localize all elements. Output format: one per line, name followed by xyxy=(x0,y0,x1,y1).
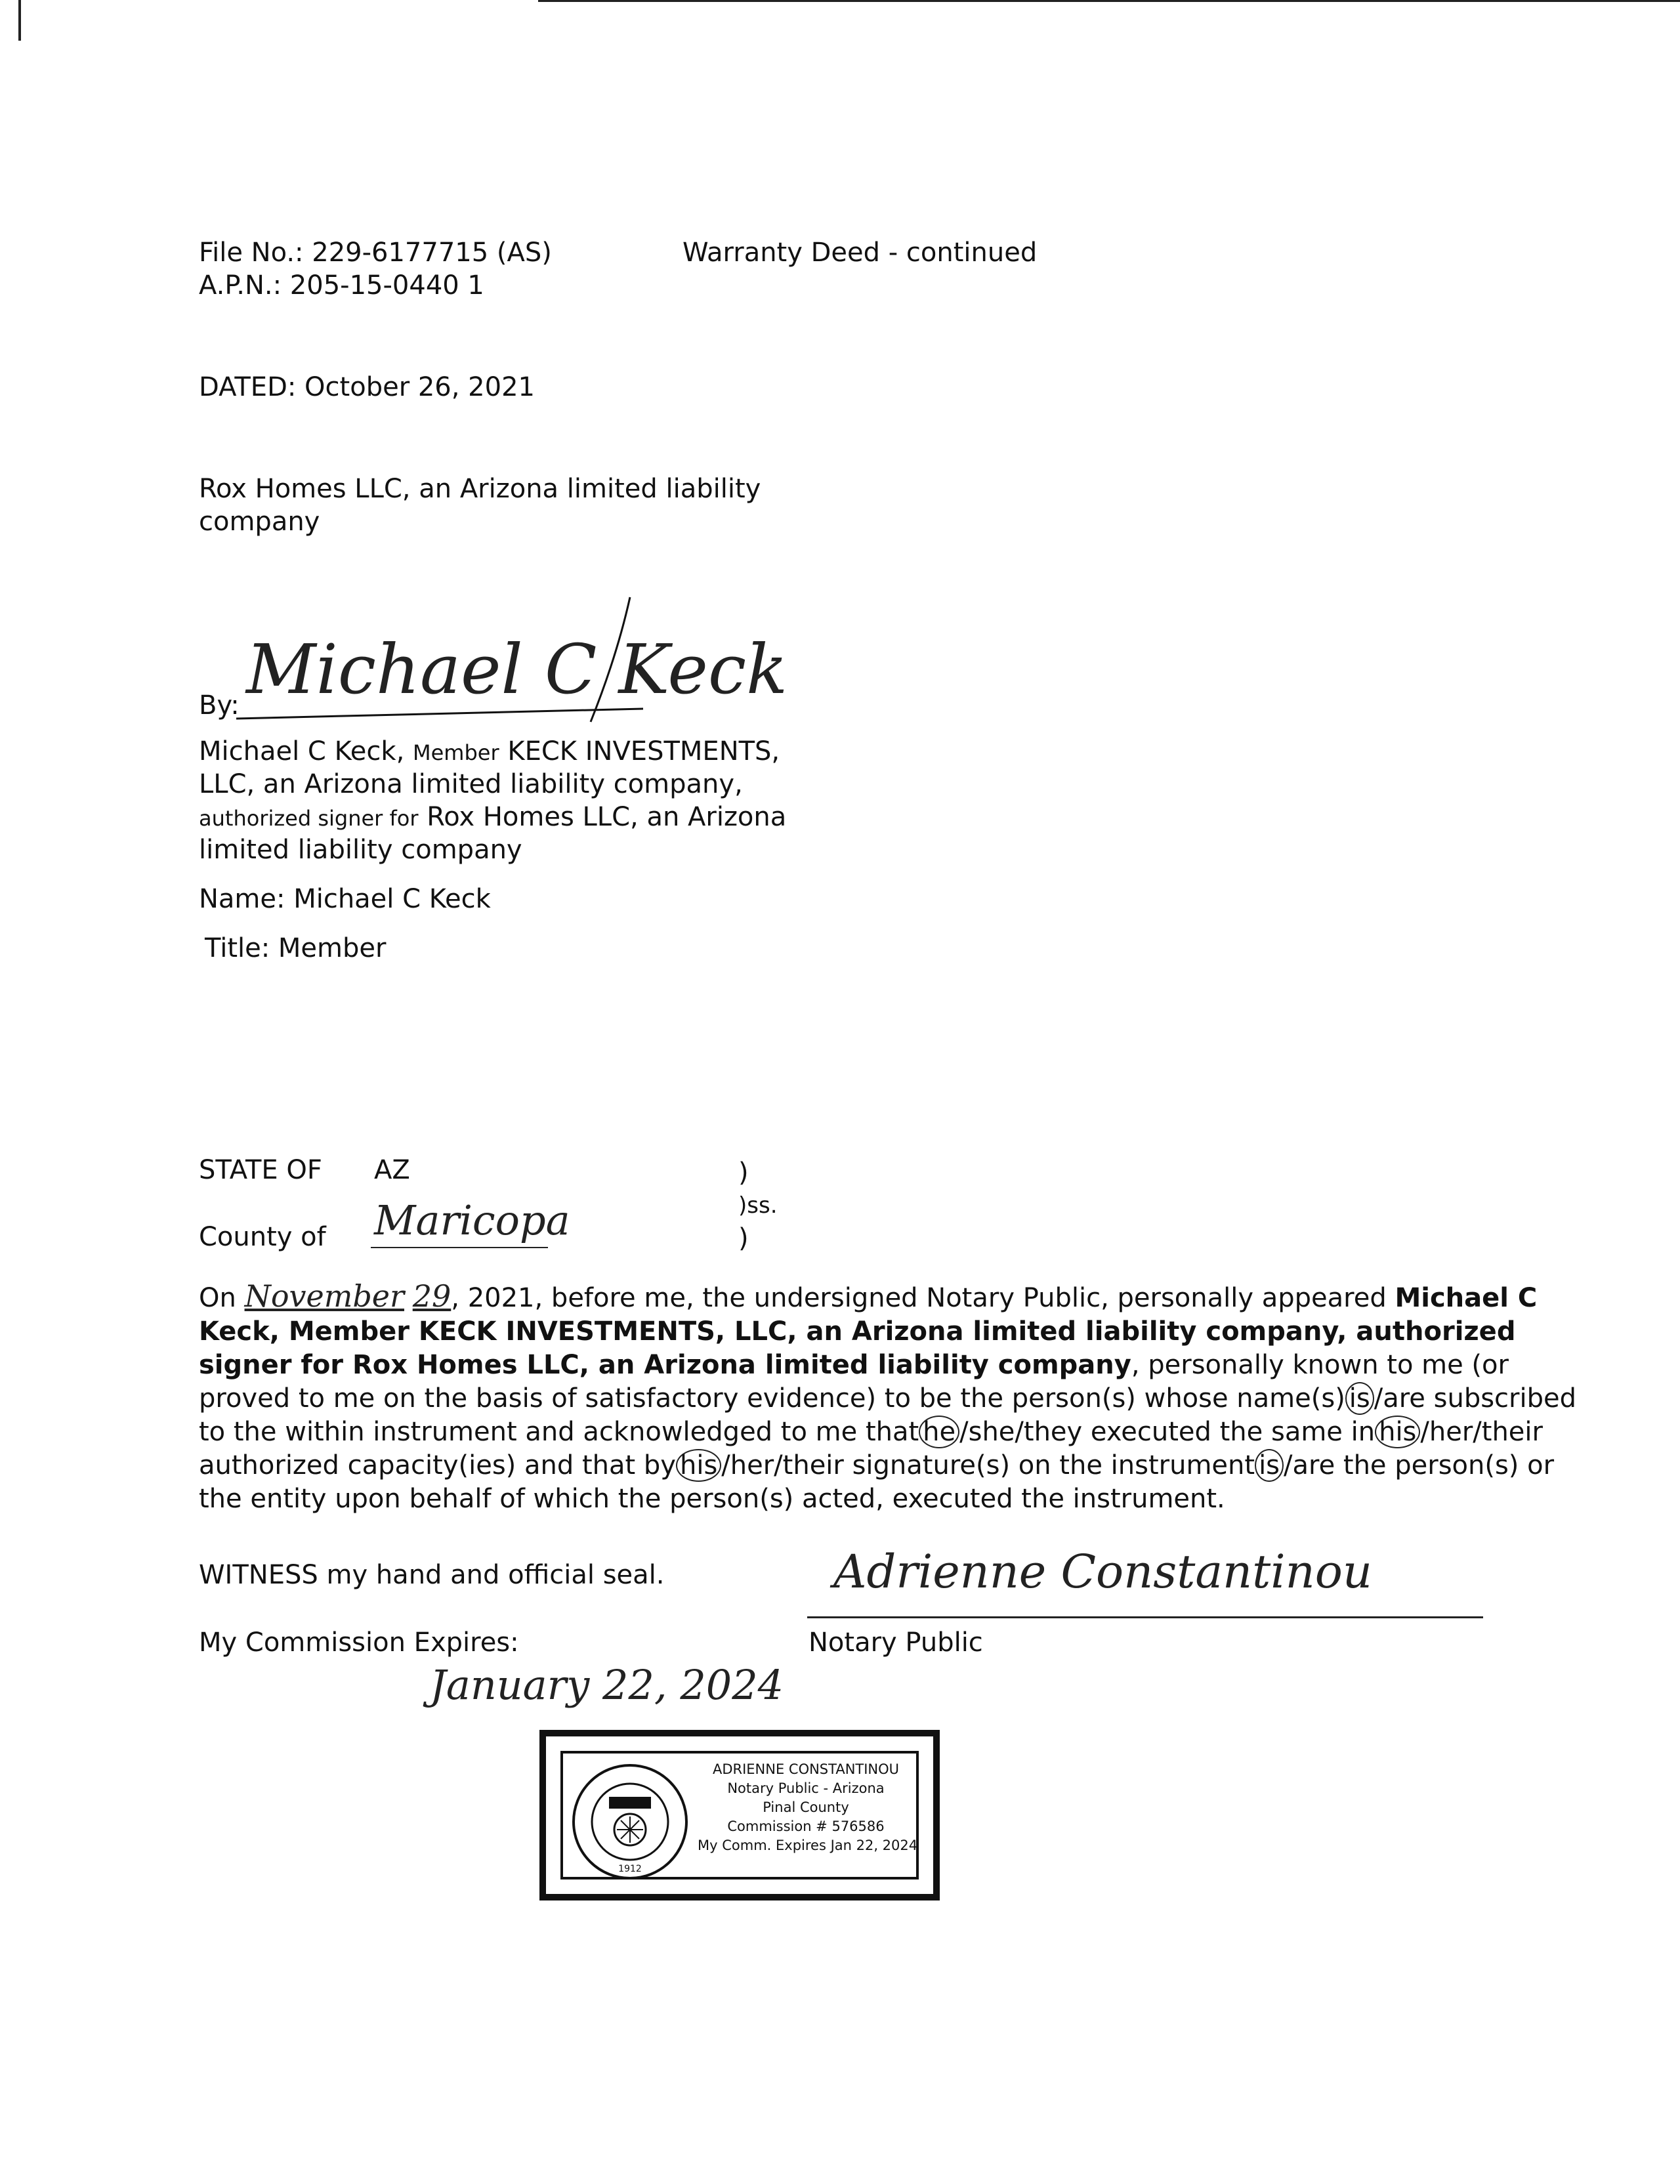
document-title: Warranty Deed - continued xyxy=(682,238,1038,268)
ack-circled-he: he xyxy=(919,1416,959,1448)
ack-line-2: Keck, Member KECK INVESTMENTS, LLC, an Arizona limited liability company, authorized xyxy=(199,1316,1516,1347)
by-label: By: xyxy=(199,690,240,721)
signer-line-2: LLC, an Arizona limited liability company, xyxy=(199,769,743,799)
signer-company: KECK INVESTMENTS, xyxy=(507,736,780,766)
county-label: County of xyxy=(199,1222,326,1252)
dated-line: DATED: October 26, 2021 xyxy=(199,372,535,402)
signer-line-3 xyxy=(199,801,786,835)
ack-line-4-a: proved to me on the basis of satisfactory evidence) to be the person(s) whose name(s) xyxy=(199,1383,1345,1414)
notary-stamp-text xyxy=(698,1760,918,1855)
ack-line-5 xyxy=(199,1416,1543,1449)
notary-stamp-inner-border xyxy=(560,1751,919,1880)
signature-flourish xyxy=(236,591,656,735)
scan-artifact-top-line xyxy=(538,0,1680,2)
county-value: Maricopa xyxy=(374,1196,570,1244)
scan-artifact-left-mark xyxy=(18,0,21,41)
ack-line-5-a: to the within instrument and acknowledged to me that xyxy=(199,1417,919,1447)
file-number: File No.: 229-6177715 (AS) xyxy=(199,238,552,268)
state-value: AZ xyxy=(374,1155,410,1185)
venue-paren-1: ) xyxy=(738,1158,749,1188)
venue-paren-2: ) xyxy=(738,1223,749,1253)
signer-line-4: limited liability company xyxy=(199,835,522,865)
grantor-line-1: Rox Homes LLC, an Arizona limited liability xyxy=(199,474,761,504)
ack-day-handwritten: 29 xyxy=(412,1278,452,1314)
ack-circled-his-1: his xyxy=(1375,1416,1420,1448)
ack-line-7: the entity upon behalf of which the person(s) acted, executed the instrument. xyxy=(199,1484,1225,1514)
ack-line-5-b: /she/they executed the same in xyxy=(959,1417,1376,1447)
ack-line-6-c: /are the person(s) or xyxy=(1284,1450,1555,1480)
stamp-line-2: Notary Public - Arizona xyxy=(727,1780,885,1796)
grantor-line-2: company xyxy=(199,507,320,537)
ack-circled-is-1: is xyxy=(1345,1382,1374,1415)
notary-signature-line xyxy=(807,1616,1483,1618)
ack-bold-3: signer for Rox Homes LLC, an Arizona limited liability company xyxy=(199,1350,1131,1380)
stamp-expiration: My Comm. Expires Jan 22, 2024 xyxy=(698,1838,918,1853)
apn-number: A.P.N.: 205-15-0440 1 xyxy=(199,270,484,301)
ack-after-date: , 2021, before me, the undersigned Notary Public, personally appeared xyxy=(451,1283,1387,1313)
witness-line: WITNESS my hand and official seal. xyxy=(199,1560,665,1590)
ack-line-6-a: authorized capacity(ies) and that by xyxy=(199,1450,676,1480)
venue-ss: )ss. xyxy=(738,1192,778,1219)
notary-public-label: Notary Public xyxy=(808,1628,983,1658)
ack-circled-his-2: his xyxy=(676,1449,721,1482)
signer-name: Michael C Keck, xyxy=(199,736,405,766)
ack-bold-1: Michael C xyxy=(1395,1283,1538,1313)
grantor-signature: Michael C Keck xyxy=(246,629,788,709)
county-underline xyxy=(371,1247,548,1248)
state-label: STATE OF xyxy=(199,1155,322,1185)
ack-line-4-b: /are subscribed xyxy=(1374,1383,1576,1414)
ack-line-3 xyxy=(199,1349,1511,1382)
ack-line-6 xyxy=(199,1449,1555,1482)
signer-line-1 xyxy=(199,735,780,769)
stamp-notary-name: ADRIENNE CONSTANTINOU xyxy=(712,1761,900,1777)
signer-role: Member xyxy=(413,740,499,765)
ack-on: On xyxy=(199,1283,236,1313)
seal-year: 1912 xyxy=(618,1864,642,1874)
commission-expires-label: My Commission Expires: xyxy=(199,1628,519,1658)
arizona-state-seal-icon xyxy=(571,1763,689,1881)
authorized-signer-label: authorized signer for xyxy=(199,806,419,831)
ack-circled-is-2: is xyxy=(1255,1449,1284,1482)
signer-name-field: Name: Michael C Keck xyxy=(199,884,491,914)
notary-stamp xyxy=(539,1730,940,1900)
ack-month-handwritten: November xyxy=(244,1278,404,1314)
signer-title-field: Title: Member xyxy=(205,933,387,963)
notary-signature: Adrienne Constantinou xyxy=(833,1545,1372,1599)
ack-line-3-tail: , personally known to me (or xyxy=(1131,1350,1509,1380)
acknowledgment-paragraph xyxy=(199,1278,1576,1516)
stamp-commission-number: Commission # 576586 xyxy=(727,1818,885,1834)
ack-line-6-b: /her/their signature(s) on the instrument xyxy=(721,1450,1255,1480)
ack-line-5-c: /her/their xyxy=(1420,1417,1543,1447)
ack-line-4 xyxy=(199,1382,1576,1416)
stamp-line-3: Pinal County xyxy=(763,1799,849,1815)
ack-line-1 xyxy=(199,1278,1538,1315)
authorized-signer-entity: Rox Homes LLC, an Arizona xyxy=(427,802,787,832)
commission-expires-handwritten: January 22, 2024 xyxy=(430,1661,784,1709)
